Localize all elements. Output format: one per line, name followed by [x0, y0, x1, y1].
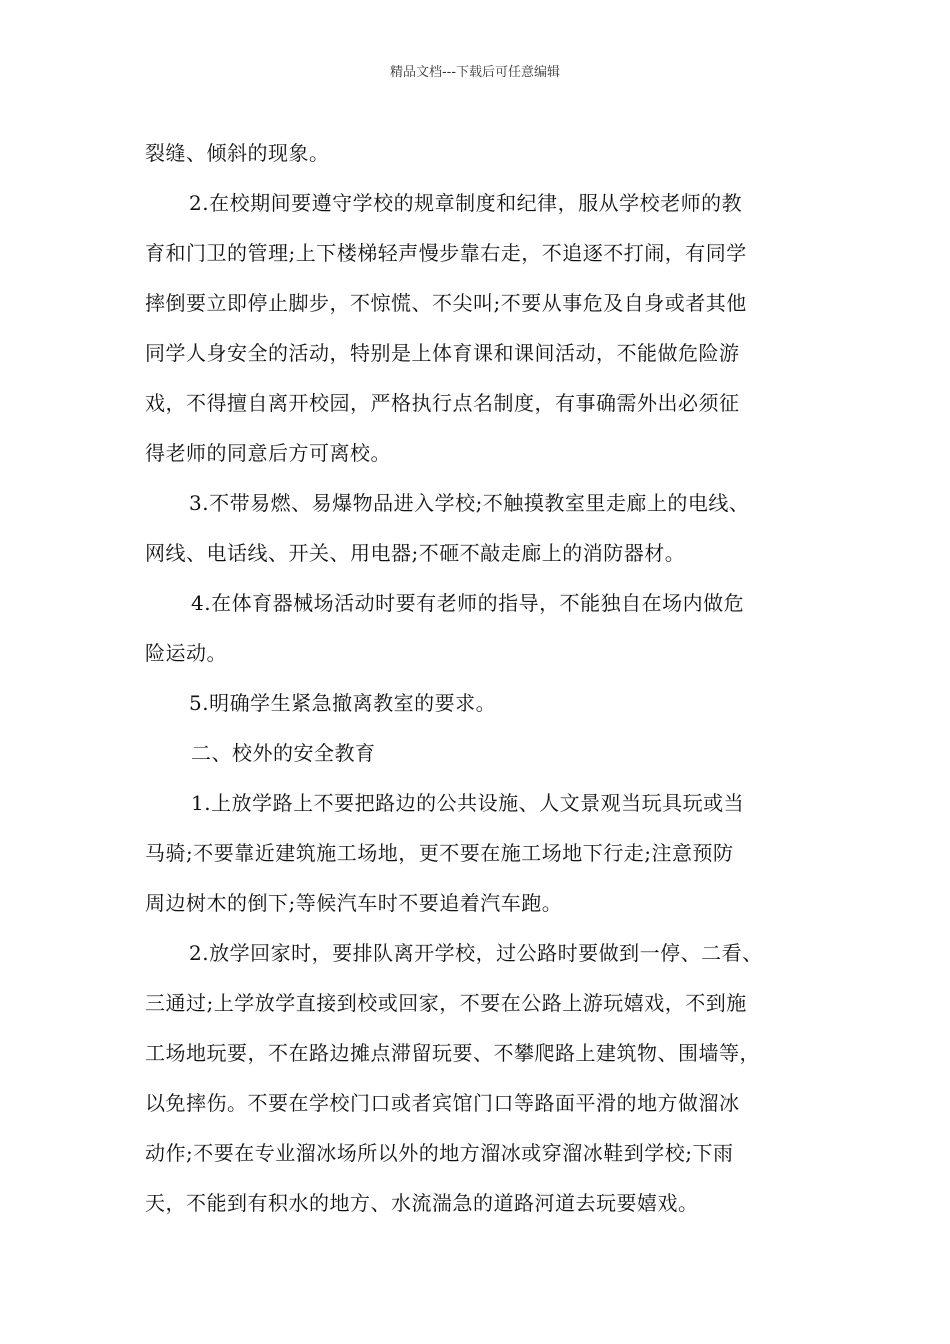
- text-line: 周边树木的倒下;等候汽车时不要追着汽车跑。: [145, 891, 563, 915]
- paragraph: [145, 178, 835, 478]
- paragraph: [145, 128, 835, 178]
- text-line: 网线、电话线、开关、用电器;不砸不敲走廊上的消防器材。: [145, 541, 686, 565]
- text-line: 工场地玩要，不在路边摊点滞留玩要、不攀爬路上建筑物、围墙等，: [145, 1041, 760, 1065]
- text-line: 戏，不得擅自离开校园，严格执行点名制度，有事确需外出必须征: [145, 391, 740, 415]
- page-header: 精品文档---下载后可任意编辑: [389, 65, 561, 80]
- text-line: 4.在体育器械场活动时要有老师的指导，不能独自在场内做危: [191, 591, 745, 615]
- text-line: 得老师的同意后方可离校。: [145, 441, 391, 465]
- text-line: 3.不带易燃、易爆物品进入学校;不触摸教室里走廊上的电线、: [189, 491, 750, 515]
- text-line: 5.明确学生紧急撤离教室的要求。: [189, 691, 497, 715]
- text-line: 1.上放学路上不要把路边的公共设施、人文景观当玩具玩或当: [191, 791, 745, 815]
- text-line: 摔倒要立即停止脚步，不惊慌、不尖叫;不要从事危及自身或者其他: [145, 291, 747, 315]
- text-line: 同学人身安全的活动，特别是上体育课和课间活动，不能做危险游: [145, 341, 740, 365]
- paragraph: [145, 928, 835, 1228]
- text-line: 2.放学回家时，要排队离开学校，过公路时要做到一停、二看、: [189, 941, 763, 965]
- text-line: 裂缝、倾斜的现象。: [145, 141, 330, 165]
- text-line: 二、校外的安全教育: [191, 741, 376, 765]
- text-line: 育和门卫的管理;上下楼梯轻声慢步靠右走，不追逐不打闹，有同学: [145, 241, 747, 265]
- paragraph: [145, 478, 835, 578]
- text-line: 马骑;不要靠近建筑施工场地，更不要在施工场地下行走;注意预防: [145, 841, 734, 865]
- text-line: 三通过;上学放学直接到校或回家，不要在公路上游玩嬉戏，不到施: [145, 991, 747, 1015]
- text-line: 以免摔伤。不要在学校门口或者宾馆门口等路面平滑的地方做溜冰: [145, 1091, 740, 1115]
- text-line: 天，不能到有积水的地方、水流湍急的道路河道去玩要嬉戏。: [145, 1191, 699, 1215]
- paragraph: [145, 678, 835, 728]
- text-line: 2.在校期间要遵守学校的规章制度和纪律，服从学校老师的教: [189, 191, 743, 215]
- text-line: 险运动。: [145, 641, 227, 665]
- paragraph: [145, 578, 835, 678]
- document-body: [145, 128, 835, 1228]
- text-line: 动作;不要在专业溜冰场所以外的地方溜冰或穿溜冰鞋到学校;下雨: [145, 1141, 734, 1165]
- paragraph: [145, 778, 835, 928]
- paragraph: [145, 728, 835, 778]
